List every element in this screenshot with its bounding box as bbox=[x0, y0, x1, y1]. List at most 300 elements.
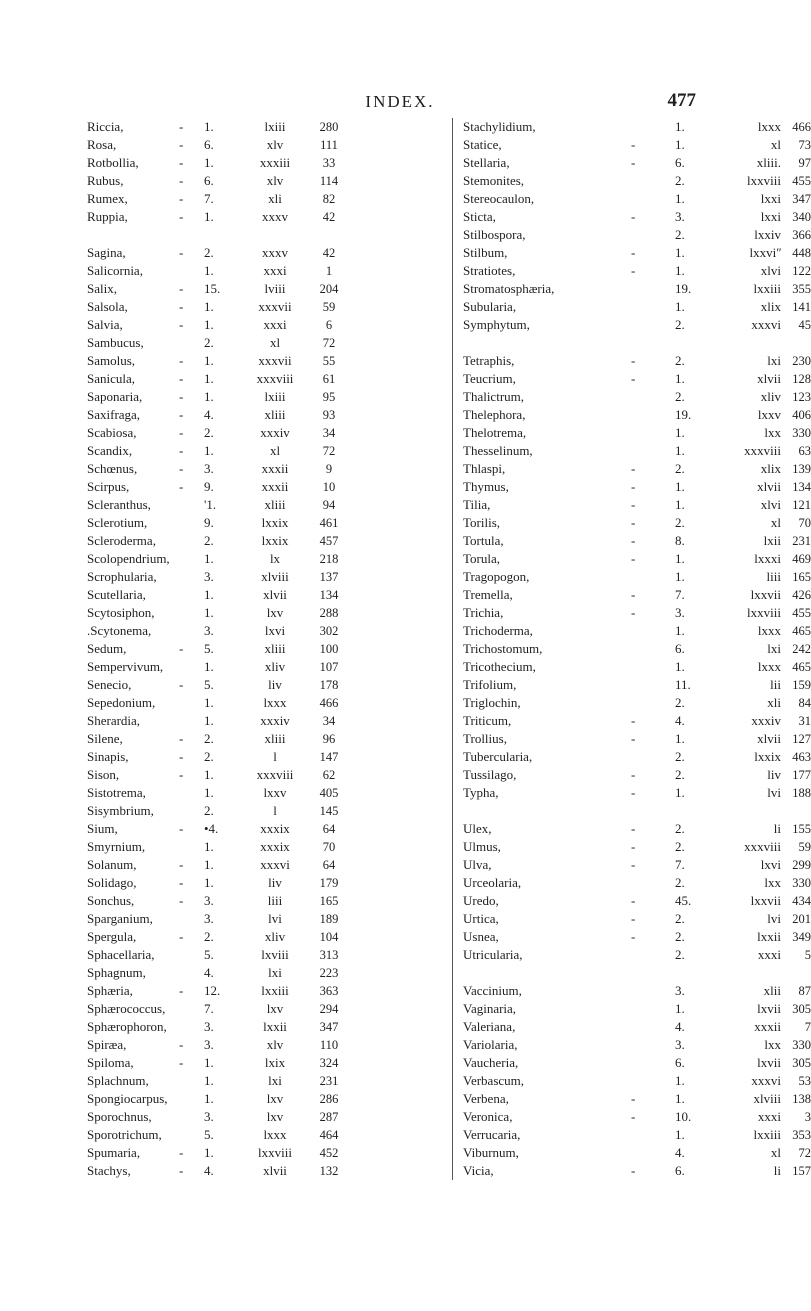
entry-name: Symphytum, bbox=[463, 317, 530, 332]
index-entry bbox=[453, 172, 811, 190]
entry-plate: lxxv bbox=[757, 407, 781, 422]
entry-name: Sporotrichum, bbox=[87, 1127, 162, 1142]
entry-figure: 466 bbox=[319, 696, 339, 710]
entry-volume: 2. bbox=[204, 929, 214, 944]
entry-volume: 7. bbox=[204, 1001, 214, 1016]
entry-name: Typha, bbox=[463, 785, 499, 800]
entry-plate: xxxvi bbox=[751, 317, 781, 332]
index-entry bbox=[87, 550, 447, 568]
entry-name: Vaginaria, bbox=[463, 1001, 517, 1016]
entry-name: Spongiocarpus, bbox=[87, 1091, 168, 1106]
entry-figure: 62 bbox=[322, 768, 336, 782]
entry-volume: 1. bbox=[675, 497, 685, 512]
entry-dash: - bbox=[631, 857, 636, 872]
entry-plate: xlix bbox=[760, 299, 781, 314]
entry-plate: lxxvii bbox=[750, 893, 781, 908]
entry-volume: 2. bbox=[675, 353, 685, 368]
index-entry bbox=[453, 892, 811, 910]
entry-figure: 165 bbox=[319, 894, 339, 908]
section-gap bbox=[453, 334, 798, 352]
entry-figure: 132 bbox=[319, 1164, 339, 1178]
index-entry bbox=[87, 514, 447, 532]
entry-plate: xliv bbox=[264, 929, 286, 944]
entry-figure: 461 bbox=[319, 516, 339, 530]
entry-plate: lxxi bbox=[760, 191, 781, 206]
entry-dash: - bbox=[179, 119, 184, 134]
entry-dash: - bbox=[179, 857, 184, 872]
entry-dash: - bbox=[631, 785, 636, 800]
index-entry bbox=[453, 118, 811, 136]
entry-name: Veronica, bbox=[463, 1109, 513, 1124]
entry-volume: 1. bbox=[204, 1073, 214, 1088]
entry-figure: 59 bbox=[798, 840, 811, 854]
entry-name: Rotbollia, bbox=[87, 155, 139, 170]
entry-volume: 9. bbox=[204, 515, 214, 530]
entry-dash: - bbox=[631, 155, 636, 170]
entry-figure: 405 bbox=[319, 786, 339, 800]
entry-name: Sphagnum, bbox=[87, 965, 146, 980]
entry-name: Verrucaria, bbox=[463, 1127, 521, 1142]
entry-plate: lxxiii bbox=[261, 983, 289, 998]
entry-figure: 134 bbox=[792, 480, 811, 494]
entry-figure: 455 bbox=[792, 606, 811, 620]
entry-plate: lvi bbox=[767, 911, 781, 926]
entry-volume: 1. bbox=[675, 1073, 685, 1088]
entry-name: Statice, bbox=[463, 137, 502, 152]
entry-volume: 1. bbox=[675, 137, 685, 152]
entry-plate: xliv bbox=[760, 389, 781, 404]
entry-volume: 1. bbox=[204, 1091, 214, 1106]
entry-plate: xxxviii bbox=[744, 443, 781, 458]
entry-dash: - bbox=[631, 479, 636, 494]
entry-figure: 87 bbox=[798, 984, 811, 998]
entry-figure: 457 bbox=[319, 534, 339, 548]
entry-volume: 4. bbox=[675, 713, 685, 728]
entry-volume: 2. bbox=[204, 335, 214, 350]
entry-plate: lxxii bbox=[263, 1019, 287, 1034]
entry-name: Tortula, bbox=[463, 533, 504, 548]
entry-figure: 72 bbox=[798, 1146, 811, 1160]
entry-figure: 139 bbox=[792, 462, 811, 476]
entry-plate: liii bbox=[766, 569, 781, 584]
entry-plate: lxxxi bbox=[754, 551, 781, 566]
index-entry bbox=[453, 460, 811, 478]
entry-dash: - bbox=[179, 1163, 184, 1178]
entry-dash: - bbox=[179, 641, 184, 656]
entry-figure: 70 bbox=[322, 840, 336, 854]
index-entry bbox=[453, 1054, 811, 1072]
entry-dash: - bbox=[179, 677, 184, 692]
entry-dash: - bbox=[179, 1055, 184, 1070]
entry-volume: 2. bbox=[675, 839, 685, 854]
entry-dash: - bbox=[631, 929, 636, 944]
entry-volume: 1. bbox=[204, 1145, 214, 1160]
entry-dash: - bbox=[179, 731, 184, 746]
entry-volume: 1. bbox=[204, 839, 214, 854]
entry-plate: lxv bbox=[266, 1109, 284, 1124]
entry-plate: lxix bbox=[264, 1055, 286, 1070]
entry-plate: liv bbox=[767, 767, 781, 782]
index-entry bbox=[453, 1036, 811, 1054]
entry-name: Stilbum, bbox=[463, 245, 508, 260]
entry-plate: xli bbox=[268, 191, 282, 206]
index-entry bbox=[453, 586, 811, 604]
entry-name: Scandix, bbox=[87, 443, 133, 458]
entry-dash: - bbox=[179, 155, 184, 170]
index-entry bbox=[453, 478, 811, 496]
entry-name: Trichoderma, bbox=[463, 623, 533, 638]
entry-figure: 121 bbox=[792, 498, 811, 512]
entry-volume: 2. bbox=[675, 317, 685, 332]
index-column-left bbox=[87, 118, 447, 1180]
entry-volume: 19. bbox=[675, 281, 692, 296]
entry-volume: 6. bbox=[204, 173, 214, 188]
entry-dash: - bbox=[179, 209, 184, 224]
index-entry bbox=[87, 190, 447, 208]
entry-figure: 464 bbox=[319, 1128, 339, 1142]
entry-figure: 286 bbox=[319, 1092, 339, 1106]
entry-volume: 5. bbox=[204, 947, 214, 962]
index-entry bbox=[453, 262, 811, 280]
entry-plate: xlvii bbox=[757, 479, 781, 494]
index-entry bbox=[87, 316, 447, 334]
entry-plate: xl bbox=[770, 515, 781, 530]
entry-figure: 123 bbox=[792, 390, 811, 404]
entry-figure: 426 bbox=[792, 588, 811, 602]
entry-figure: 5 bbox=[804, 948, 811, 962]
entry-figure: 178 bbox=[319, 678, 339, 692]
entry-figure: 330 bbox=[792, 1038, 811, 1052]
entry-figure: 93 bbox=[322, 408, 336, 422]
entry-dash: - bbox=[179, 389, 184, 404]
entry-plate: xxxiii bbox=[259, 155, 291, 170]
entry-plate: xliii bbox=[264, 407, 286, 422]
entry-figure: 305 bbox=[792, 1002, 811, 1016]
entry-figure: 64 bbox=[322, 858, 336, 872]
entry-dash: - bbox=[631, 497, 636, 512]
entry-figure: 204 bbox=[319, 282, 339, 296]
entry-plate: xlvi bbox=[760, 497, 781, 512]
index-entry bbox=[453, 640, 811, 658]
entry-name: Rosa, bbox=[87, 137, 117, 152]
entry-plate: lxvii bbox=[757, 1055, 781, 1070]
entry-figure: 61 bbox=[322, 372, 336, 386]
index-entry bbox=[453, 1072, 811, 1090]
entry-plate: xlvii bbox=[263, 1163, 287, 1178]
entry-name: Vaucheria, bbox=[463, 1055, 519, 1070]
index-entry bbox=[453, 1162, 811, 1180]
entry-plate: xxxvii bbox=[258, 299, 292, 314]
entry-figure: 95 bbox=[322, 390, 336, 404]
entry-figure: 55 bbox=[322, 354, 336, 368]
index-entry bbox=[87, 244, 447, 262]
entry-plate: lxxiv bbox=[754, 227, 781, 242]
entry-name: Sticta, bbox=[463, 209, 496, 224]
entry-dash: - bbox=[631, 551, 636, 566]
entry-volume: 2. bbox=[675, 875, 685, 890]
entry-volume: 1. bbox=[675, 479, 685, 494]
entry-figure: 201 bbox=[792, 912, 811, 926]
entry-volume: 6. bbox=[675, 1055, 685, 1070]
entry-figure: 6 bbox=[325, 318, 333, 332]
entry-figure: 107 bbox=[319, 660, 339, 674]
entry-volume: 5. bbox=[204, 1127, 214, 1142]
entry-figure: 363 bbox=[319, 984, 339, 998]
index-entry bbox=[87, 856, 447, 874]
entry-volume: 2. bbox=[204, 245, 214, 260]
index-entry bbox=[87, 1108, 447, 1126]
entry-name: Samolus, bbox=[87, 353, 136, 368]
entry-name: Stilbospora, bbox=[463, 227, 526, 242]
entry-figure: 97 bbox=[798, 156, 811, 170]
entry-volume: 1. bbox=[675, 785, 685, 800]
entry-volume: 1. bbox=[204, 767, 214, 782]
entry-volume: 2. bbox=[204, 731, 214, 746]
entry-name: Sison, bbox=[87, 767, 120, 782]
entry-volume: 3. bbox=[204, 1019, 214, 1034]
entry-figure: 122 bbox=[792, 264, 811, 278]
entry-name: Sisymbrium, bbox=[87, 803, 154, 818]
index-entry bbox=[87, 1054, 447, 1072]
entry-plate: xxxv bbox=[262, 209, 288, 224]
entry-volume: 4. bbox=[675, 1019, 685, 1034]
index-entry bbox=[453, 910, 811, 928]
entry-plate: xxxiv bbox=[260, 713, 290, 728]
entry-name: Thesselinum, bbox=[463, 443, 533, 458]
index-entry bbox=[87, 838, 447, 856]
entry-volume: 1. bbox=[204, 551, 214, 566]
entry-name: Tussilago, bbox=[463, 767, 517, 782]
index-entry bbox=[453, 730, 811, 748]
index-entry bbox=[87, 712, 447, 730]
entry-plate: lvi bbox=[268, 911, 282, 926]
entry-volume: 3. bbox=[204, 911, 214, 926]
entry-name: Scytosiphon, bbox=[87, 605, 155, 620]
entry-dash: - bbox=[179, 137, 184, 152]
entry-plate: xxxi bbox=[263, 317, 287, 332]
entry-name: Salix, bbox=[87, 281, 117, 296]
entry-name: Spiloma, bbox=[87, 1055, 134, 1070]
index-entry bbox=[87, 694, 447, 712]
entry-name: Scutellaria, bbox=[87, 587, 146, 602]
entry-volume: 4. bbox=[204, 407, 214, 422]
index-entry bbox=[453, 856, 811, 874]
entry-figure: 355 bbox=[792, 282, 811, 296]
entry-name: Sphærophoron, bbox=[87, 1019, 167, 1034]
index-entry bbox=[87, 658, 447, 676]
entry-volume: 1. bbox=[204, 713, 214, 728]
index-entry bbox=[87, 280, 447, 298]
section-gap bbox=[453, 964, 798, 982]
index-entry bbox=[453, 208, 811, 226]
entry-plate: lxxiii bbox=[753, 1127, 781, 1142]
index-entry bbox=[87, 136, 447, 154]
entry-volume: 1. bbox=[204, 263, 214, 278]
entry-dash: - bbox=[179, 479, 184, 494]
entry-dash: - bbox=[631, 371, 636, 386]
entry-name: Sagina, bbox=[87, 245, 126, 260]
entry-dash: - bbox=[179, 749, 184, 764]
entry-figure: 340 bbox=[792, 210, 811, 224]
entry-volume: 1. bbox=[204, 299, 214, 314]
entry-figure: 141 bbox=[792, 300, 811, 314]
entry-plate: xxxvi bbox=[751, 1073, 781, 1088]
entry-plate: xlvii bbox=[263, 587, 287, 602]
entry-volume: 1. bbox=[204, 587, 214, 602]
entry-name: Tragopogon, bbox=[463, 569, 530, 584]
entry-volume: 2. bbox=[204, 749, 214, 764]
entry-name: Sonchus, bbox=[87, 893, 135, 908]
entry-dash: - bbox=[631, 209, 636, 224]
entry-name: Thalictrum, bbox=[463, 389, 525, 404]
entry-plate: lxv bbox=[266, 1001, 284, 1016]
entry-name: Solidago, bbox=[87, 875, 137, 890]
entry-figure: 434 bbox=[792, 894, 811, 908]
entry-figure: 231 bbox=[319, 1074, 339, 1088]
entry-volume: 1. bbox=[675, 569, 685, 584]
entry-figure: 330 bbox=[792, 876, 811, 890]
entry-name: Vaccinium, bbox=[463, 983, 522, 998]
entry-volume: 3. bbox=[204, 623, 214, 638]
entry-plate: xlvi bbox=[760, 263, 781, 278]
entry-name: Sepedonium, bbox=[87, 695, 156, 710]
entry-name: Rubus, bbox=[87, 173, 124, 188]
entry-name: Sherardia, bbox=[87, 713, 141, 728]
index-entry bbox=[453, 1108, 811, 1126]
index-entry bbox=[87, 1000, 447, 1018]
entry-figure: 287 bbox=[319, 1110, 339, 1124]
index-entry bbox=[453, 712, 811, 730]
entry-name: Solanum, bbox=[87, 857, 137, 872]
entry-volume: 1. bbox=[675, 425, 685, 440]
entry-plate: xxxviii bbox=[256, 371, 294, 386]
entry-figure: 145 bbox=[319, 804, 339, 818]
index-entry bbox=[453, 226, 811, 244]
entry-volume: 6. bbox=[675, 1163, 685, 1178]
entry-plate: xxxiv bbox=[260, 425, 290, 440]
index-entry bbox=[87, 388, 447, 406]
index-entry bbox=[453, 352, 811, 370]
index-entry bbox=[87, 892, 447, 910]
entry-name: Subularia, bbox=[463, 299, 517, 314]
entry-plate: lxvi bbox=[264, 623, 286, 638]
entry-name: Scrophularia, bbox=[87, 569, 157, 584]
entry-plate: lxi bbox=[767, 353, 781, 368]
entry-plate: l bbox=[273, 803, 277, 818]
entry-plate: xxxv bbox=[262, 245, 288, 260]
entry-plate: xl bbox=[269, 335, 281, 350]
entry-dash: - bbox=[631, 587, 636, 602]
entry-volume: 6. bbox=[675, 155, 685, 170]
section-gap bbox=[453, 802, 798, 820]
entry-volume: 2. bbox=[675, 929, 685, 944]
entry-name: Trollius, bbox=[463, 731, 507, 746]
entry-figure: 53 bbox=[798, 1074, 811, 1088]
entry-name: Viburnum, bbox=[463, 1145, 519, 1160]
index-entry bbox=[87, 154, 447, 172]
entry-figure: 463 bbox=[792, 750, 811, 764]
entry-plate: lxxx bbox=[757, 119, 781, 134]
index-entry bbox=[453, 784, 811, 802]
entry-dash: - bbox=[631, 263, 636, 278]
entry-figure: 294 bbox=[319, 1002, 339, 1016]
entry-plate: xxxii bbox=[261, 479, 289, 494]
entry-figure: 302 bbox=[319, 624, 339, 638]
entry-name: Silene, bbox=[87, 731, 123, 746]
entry-dash: - bbox=[179, 893, 184, 908]
page-header bbox=[0, 92, 800, 116]
entry-figure: 34 bbox=[322, 714, 336, 728]
entry-figure: 165 bbox=[792, 570, 811, 584]
entry-plate: lxviii bbox=[261, 947, 289, 962]
index-entry bbox=[453, 280, 811, 298]
entry-plate: xlviii bbox=[261, 569, 289, 584]
index-entry bbox=[453, 1018, 811, 1036]
entry-name: Salsola, bbox=[87, 299, 128, 314]
index-entry bbox=[87, 478, 447, 496]
index-entry bbox=[87, 406, 447, 424]
entry-figure: 96 bbox=[322, 732, 336, 746]
index-entry bbox=[87, 820, 447, 838]
entry-figure: 157 bbox=[792, 1164, 811, 1178]
entry-name: Sistotrema, bbox=[87, 785, 146, 800]
entry-name: Salicornia, bbox=[87, 263, 143, 278]
entry-figure: 84 bbox=[798, 696, 811, 710]
entry-volume: 1. bbox=[204, 317, 214, 332]
entry-volume: 1. bbox=[204, 857, 214, 872]
index-entry bbox=[453, 154, 811, 172]
entry-volume: 10. bbox=[675, 1109, 692, 1124]
entry-name: Triticum, bbox=[463, 713, 512, 728]
entry-name: Sphacellaria, bbox=[87, 947, 155, 962]
entry-name: .Scytonema, bbox=[87, 623, 152, 638]
entry-volume: 2. bbox=[675, 695, 685, 710]
index-entry bbox=[87, 1144, 447, 1162]
entry-dash: - bbox=[631, 713, 636, 728]
entry-figure: 452 bbox=[319, 1146, 339, 1160]
index-entry bbox=[87, 676, 447, 694]
entry-plate: xliii bbox=[264, 497, 286, 512]
entry-volume: 3. bbox=[204, 893, 214, 908]
entry-name: Ulmus, bbox=[463, 839, 501, 854]
index-entry bbox=[453, 532, 811, 550]
entry-plate: lxi bbox=[268, 1073, 282, 1088]
entry-name: Smyrnium, bbox=[87, 839, 146, 854]
index-entry bbox=[453, 748, 811, 766]
entry-figure: 64 bbox=[322, 822, 336, 836]
entry-plate: lxii bbox=[763, 533, 781, 548]
entry-volume: 2. bbox=[204, 803, 214, 818]
entry-dash: - bbox=[631, 839, 636, 854]
entry-dash: - bbox=[179, 353, 184, 368]
entry-figure: 42 bbox=[322, 210, 336, 224]
entry-volume: 1. bbox=[675, 731, 685, 746]
entry-plate: lxxi bbox=[760, 209, 781, 224]
entry-plate: lxxvii bbox=[750, 587, 781, 602]
entry-plate: lxxii bbox=[757, 929, 781, 944]
index-entry bbox=[453, 496, 811, 514]
entry-plate: xliii bbox=[264, 731, 286, 746]
index-entry bbox=[453, 370, 811, 388]
entry-plate: liv bbox=[268, 875, 282, 890]
entry-dash: - bbox=[179, 875, 184, 890]
entry-dash: - bbox=[631, 1091, 636, 1106]
index-entry bbox=[87, 1126, 447, 1144]
entry-name: Stratiotes, bbox=[463, 263, 516, 278]
entry-figure: 330 bbox=[792, 426, 811, 440]
entry-plate: xliv bbox=[264, 659, 286, 674]
index-entry bbox=[453, 388, 811, 406]
